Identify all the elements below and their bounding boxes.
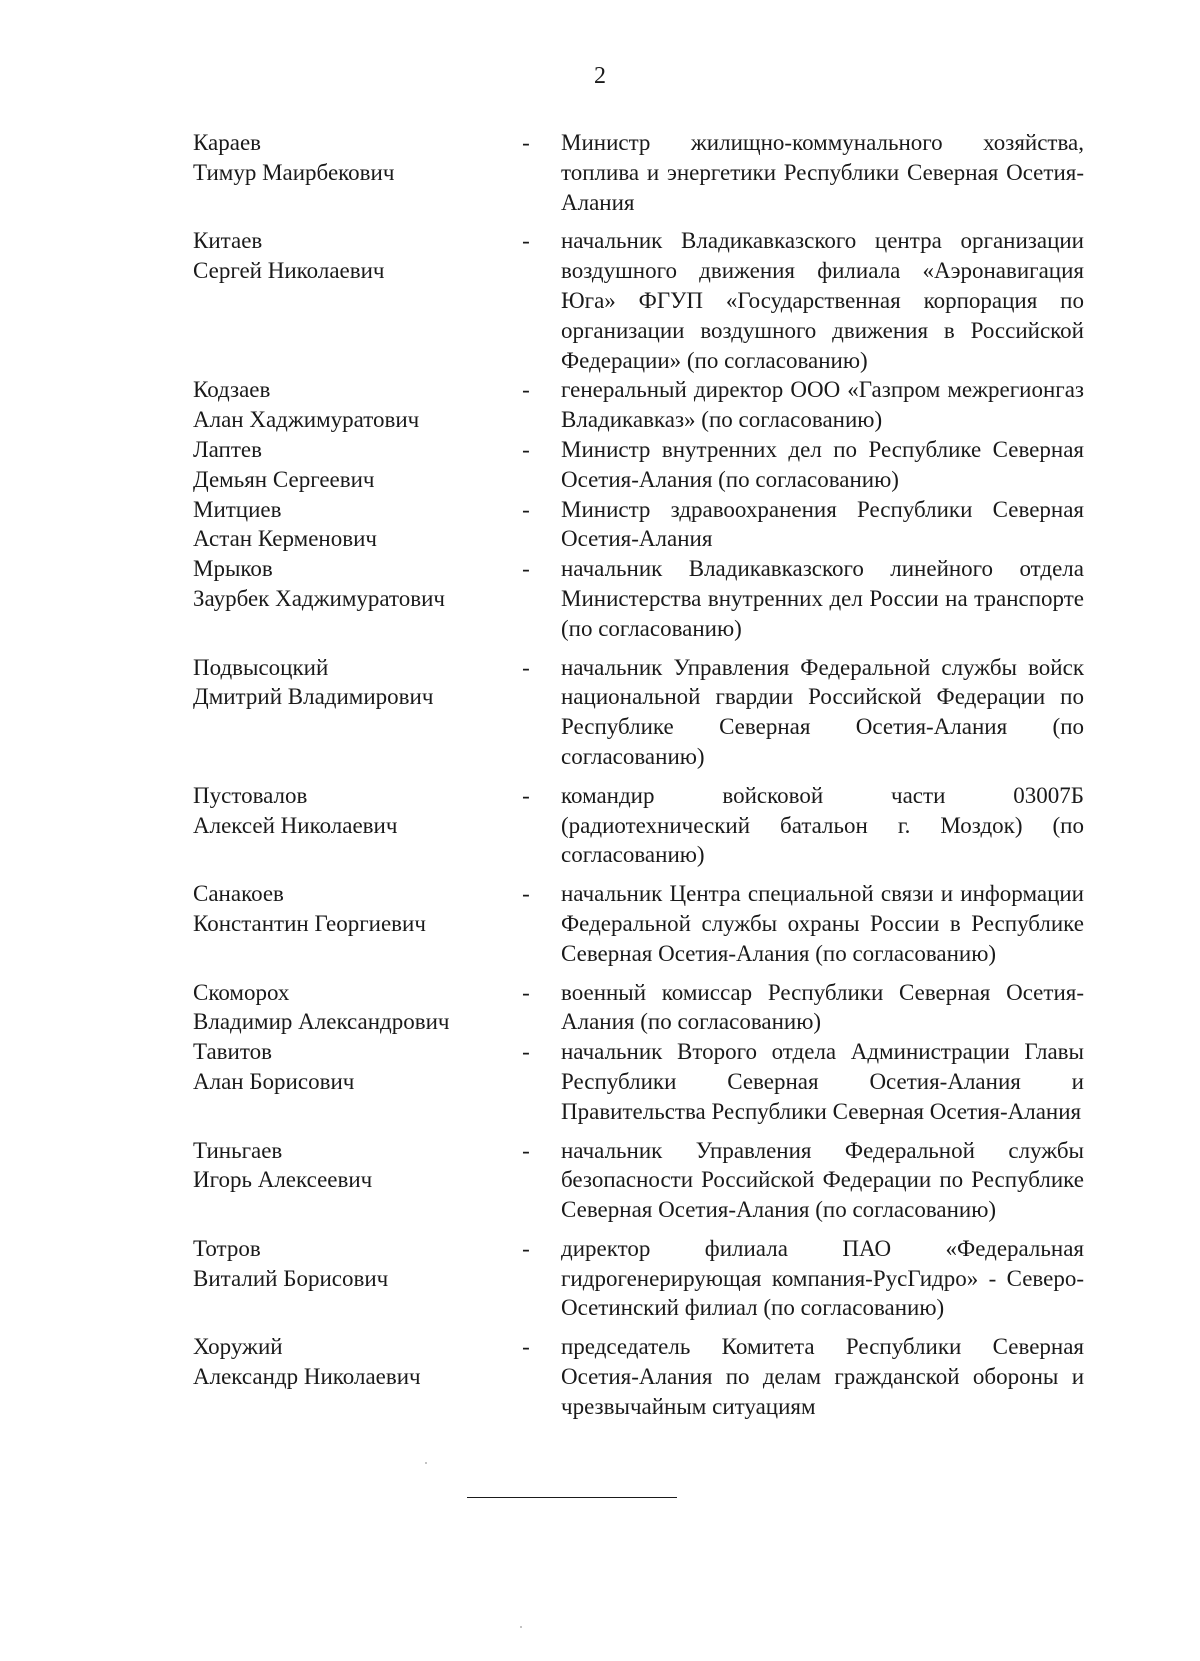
member-name — [193, 375, 513, 435]
member-surname: Тотров — [193, 1235, 261, 1261]
member-surname: Мрыков — [193, 556, 273, 582]
member-given-name: Александр Николаевич — [193, 1364, 421, 1390]
member-name — [193, 1136, 513, 1196]
member-list — [0, 128, 1200, 1422]
member-given-name: Заурбек Хаджимуратович — [193, 585, 445, 611]
member-surname: Кодзаев — [193, 377, 271, 403]
member-name — [193, 1332, 513, 1392]
member-position: Министр внутренних дел по Республике Северная Осетия-Алания (по согласованию) — [561, 436, 1084, 492]
member-name — [193, 435, 513, 495]
member-name — [193, 653, 513, 713]
member-name — [193, 554, 513, 614]
member-position: командир войсковой части 03007Б (радиотехнический батальон г. Моздок) (по согласованию) — [561, 782, 1084, 868]
separator-dash: - — [522, 556, 530, 582]
member-given-name: Алан Борисович — [193, 1068, 355, 1094]
member-name — [193, 879, 513, 939]
member-position: Министр жилищно-коммунального хозяйства, топлива и энергетики Республики Северная Осетия-Алания — [561, 130, 1084, 215]
separator-dash: - — [522, 436, 530, 462]
member-given-name: Виталий Борисович — [193, 1265, 389, 1291]
separator-dash: - — [522, 130, 530, 155]
member-position: начальник Владикавказского линейного отдела Министерства внутренних дел России на транспорте (по согласованию) — [561, 556, 1084, 641]
member-given-name: Алан Хаджимуратович — [193, 407, 420, 433]
member-surname: Тавитов — [193, 1039, 272, 1065]
member-surname: Тиньгаев — [193, 1137, 283, 1163]
member-name — [193, 128, 513, 188]
separator-dash: - — [522, 979, 530, 1005]
member-given-name: Константин Георгиевич — [193, 910, 426, 936]
end-of-list-rule — [467, 1497, 677, 1498]
member-position: директор филиала ПАО «Федеральная гидрогенерирующая компания-РусГидро» - Северо-Осетинский филиал (по согласованию) — [561, 1235, 1084, 1321]
list-item-kitaev — [0, 226, 1200, 375]
member-name — [193, 1037, 513, 1097]
member-given-name: Астан Керменович — [193, 526, 377, 552]
member-surname: Пустовалов — [193, 782, 308, 808]
scan-speck — [425, 1462, 427, 1464]
list-item-tingaev — [0, 1136, 1200, 1225]
list-item-totrov — [0, 1234, 1200, 1323]
member-position: председатель Комитета Республики Северная Осетия-Алания по делам гражданской обороны и чрезвычайным ситуациям — [561, 1334, 1084, 1419]
member-position: генеральный директор ООО «Газпром межрегионгаз Владикавказ» (по согласованию) — [561, 377, 1084, 433]
separator-dash: - — [522, 654, 530, 680]
member-given-name: Сергей Николаевич — [193, 258, 385, 284]
member-name — [193, 1234, 513, 1294]
member-position: начальник Второго отдела Администрации Главы Республики Северная Осетия-Алания и Правительства Республики Северная Осетия-Алания — [561, 1039, 1084, 1124]
list-item-sanakoev — [0, 879, 1200, 968]
member-given-name: Демьян Сергеевич — [193, 466, 375, 492]
member-given-name: Владимир Александрович — [193, 1009, 450, 1035]
member-name — [193, 781, 513, 841]
list-item-tavitov — [0, 1037, 1200, 1126]
separator-dash: - — [522, 377, 530, 403]
member-position: начальник Центра специальной связи и информации Федеральной службы охраны России в Республике Северная Осетия-Алания (по согласованию) — [561, 881, 1084, 966]
member-given-name: Алексей Николаевич — [193, 812, 398, 838]
member-position: начальник Управления Федеральной службы безопасности Российской Федерации по Республике Северная Осетия-Алания (по согласованию) — [561, 1137, 1084, 1223]
list-item-laptev — [0, 435, 1200, 495]
member-name — [193, 226, 513, 286]
separator-dash: - — [522, 1334, 530, 1360]
list-item-skomorokh — [0, 978, 1200, 1038]
member-surname: Лаптев — [193, 436, 262, 462]
member-name — [193, 495, 513, 555]
member-position: начальник Владикавказского центра организации воздушного движения филиала «Аэронавигация Юга» ФГУП «Государственная корпорация по организации воздушного движения в Российской Федерации» (по согласованию) — [561, 228, 1084, 373]
list-item-mitciev — [0, 495, 1200, 555]
member-given-name: Тимур Маирбекович — [193, 159, 395, 185]
member-name — [193, 978, 513, 1038]
separator-dash: - — [522, 1137, 530, 1163]
member-surname: Митциев — [193, 496, 282, 522]
member-position: военный комиссар Республики Северная Осетия-Алания (по согласованию) — [561, 979, 1084, 1035]
member-surname: Подвысоцкий — [193, 654, 329, 680]
page-number: 2 — [594, 63, 606, 89]
member-given-name: Дмитрий Владимирович — [193, 684, 434, 710]
member-surname: Хоружий — [193, 1334, 283, 1360]
separator-dash: - — [522, 1039, 530, 1065]
list-item-pustovalov — [0, 781, 1200, 870]
member-given-name: Игорь Алексеевич — [193, 1167, 373, 1193]
separator-dash: - — [522, 228, 530, 254]
member-surname: Караев — [193, 130, 262, 155]
member-position: начальник Управления Федеральной службы войск национальной гвардии Российской Федерации по Республике Северная Осетия-Алания (по согласованию) — [561, 654, 1084, 769]
list-item-podvysotsky — [0, 653, 1200, 772]
separator-dash: - — [522, 1235, 530, 1261]
list-item-mrykov — [0, 554, 1200, 643]
separator-dash: - — [522, 496, 530, 522]
member-surname: Скоморох — [193, 979, 290, 1005]
member-position: Министр здравоохранения Республики Северная Осетия-Алания — [561, 496, 1084, 552]
separator-dash: - — [522, 881, 530, 907]
scan-speck — [520, 1626, 522, 1628]
separator-dash: - — [522, 782, 530, 808]
list-item-karaev — [0, 128, 1200, 217]
member-surname: Китаев — [193, 228, 263, 254]
list-item-kodzaev — [0, 375, 1200, 435]
list-item-khoruzhy — [0, 1332, 1200, 1421]
member-surname: Санакоев — [193, 881, 284, 907]
